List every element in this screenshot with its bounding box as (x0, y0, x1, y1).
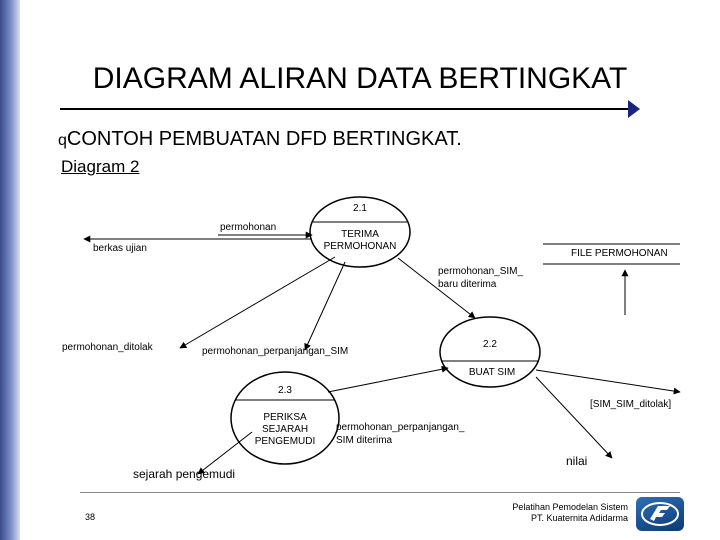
flow-label-perpanjangan: permohonan_perpanjangan_SIM (202, 346, 349, 357)
flow-label-sim-ditolak: [SIM_SIM_ditolak] (590, 399, 672, 410)
process-2-1-name-line2: PERMOHONAN (323, 241, 397, 252)
logo-mark (636, 497, 684, 531)
bullet-text: CONTOH PEMBUATAN DFD BERTINGKAT. (66, 128, 462, 150)
diagram-subtitle: Diagram 2 (61, 157, 140, 176)
flow-label-sejarah: sejarah pengemudi (133, 467, 236, 481)
footer-divider (80, 492, 680, 493)
flow-label-perp-diterima-line2: SIM diterima (336, 435, 393, 446)
slide-title: DIAGRAM ALIRAN DATA BERTINGKAT (92, 62, 628, 95)
process-2-2-number: 2.2 (483, 339, 497, 350)
flow-label-perp-diterima-line1: permohonan_perpanjangan_ (336, 422, 465, 433)
data-store-file-permohonan: FILE PERMOHONAN (571, 248, 668, 259)
credit-line2: PT. Kuaternita Adidarma (530, 513, 628, 523)
process-2-3-name-line2: SEJARAH (261, 424, 309, 435)
footer-credit (480, 502, 628, 524)
credit-line1: Pelatihan Pemodelan Sistem (512, 502, 628, 512)
process-2-2-name: BUAT SIM (468, 367, 516, 378)
flow-label-permohonan: permohonan (220, 222, 277, 233)
flow-perpanjangan (305, 262, 345, 350)
process-2-1-name-line1: TERIMA (341, 229, 379, 240)
flow-label-sim-baru-line1: permohonan_SIM_ (438, 266, 524, 277)
bullet-marker-icon: q (58, 132, 67, 149)
process-2-3-name-line3: PENGEMUDI (254, 436, 316, 447)
flow-label-nilai: nilai (566, 454, 588, 468)
process-2-1-number: 2.1 (353, 203, 367, 214)
flow-sim-ditolak (536, 370, 680, 392)
flow-nilai (536, 377, 612, 458)
flow-label-berkas-ujian: berkas ujian (93, 243, 147, 254)
process-2-3-name-line1: PERIKSA (263, 412, 307, 423)
process-2-3-number: 2.3 (278, 385, 292, 396)
page-number: 38 (85, 512, 96, 522)
flow-label-sim-baru-line2: baru diterima (438, 279, 497, 290)
flow-label-ditolak: permohonan_ditolak (62, 342, 153, 353)
flow-perp-diterima (328, 368, 448, 392)
company-logo-icon (636, 497, 684, 531)
